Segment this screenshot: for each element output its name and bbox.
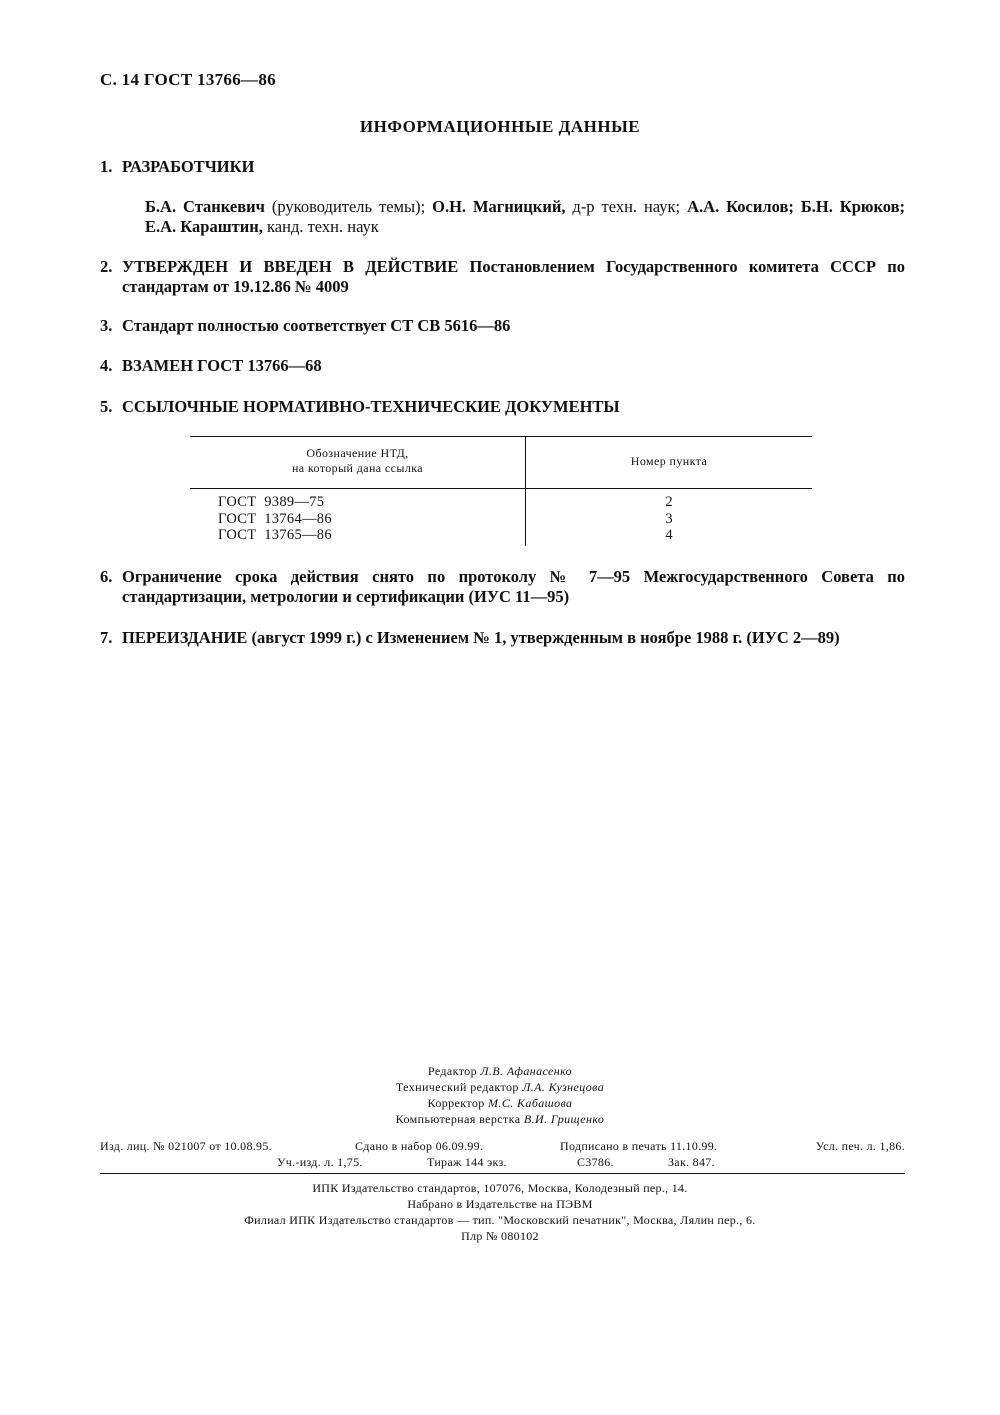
credit-layout bbox=[0, 1111, 1000, 1127]
table-header-line: на который дана ссылка bbox=[291, 461, 424, 475]
credit-label: Технический редактор bbox=[395, 1080, 519, 1094]
section-6-number: 6. bbox=[100, 567, 113, 586]
table-cell-item: 3 bbox=[665, 510, 673, 527]
table-cell-doc: ГОСТ 13765—86 bbox=[218, 527, 332, 543]
section-7 bbox=[100, 628, 905, 648]
credit-editor bbox=[0, 1063, 1000, 1079]
table-doc-column bbox=[218, 494, 332, 544]
imprint-order: Зак. 847. bbox=[668, 1155, 715, 1169]
developer-role: (руководитель темы); bbox=[271, 197, 426, 216]
credit-person: Л.А. Кузнецова bbox=[522, 1080, 605, 1094]
section-3 bbox=[100, 316, 905, 336]
section-5-text: ССЫЛОЧНЫЕ НОРМАТИВНО-ТЕХНИЧЕСКИЕ ДОКУМЕНТЫ bbox=[122, 397, 620, 416]
section-4-number: 4. bbox=[100, 356, 113, 375]
section-4-text: ВЗАМЕН ГОСТ 13766—68 bbox=[122, 356, 322, 375]
credit-person: Л.В. Афанасенко bbox=[480, 1064, 573, 1078]
table-header-line: Обозначение НТД, bbox=[306, 446, 409, 460]
publisher-line: Плр № 080102 bbox=[461, 1229, 539, 1243]
table-header-item-number: Номер пункта bbox=[630, 454, 708, 468]
developers-list bbox=[145, 197, 905, 237]
publisher-line: ИПК Издательство стандартов, 107076, Москва, Колодезный пер., 14. bbox=[312, 1181, 688, 1195]
table-header-rule bbox=[190, 488, 812, 489]
imprint-rule bbox=[100, 1173, 905, 1174]
table-top-rule bbox=[190, 436, 812, 437]
imprint-row bbox=[100, 1138, 905, 1154]
publisher-block bbox=[0, 1180, 1000, 1244]
imprint-block bbox=[100, 1138, 905, 1170]
developer-name: Б.Н. Крюков; bbox=[800, 197, 906, 216]
section-2-text: УТВЕРЖДЕН И ВВЕДЕН В ДЕЙСТВИЕ Постановлением Государственного комитета СССР по стандартам от 19.12.86 № 4009 bbox=[122, 257, 905, 296]
developer-name: Е.А. Караштин, bbox=[145, 217, 263, 236]
developer-name: О.Н. Магницкий, bbox=[432, 197, 566, 216]
developer-role: канд. техн. наук bbox=[267, 217, 379, 236]
section-5 bbox=[100, 397, 905, 417]
credit-person: М.С. Кабашова bbox=[488, 1096, 573, 1110]
imprint-print-sheets: Усл. печ. л. 1,86. bbox=[815, 1139, 905, 1153]
section-6 bbox=[100, 567, 905, 607]
credit-person: В.И. Грищенко bbox=[523, 1112, 605, 1126]
credits-block bbox=[0, 1063, 1000, 1127]
section-3-number: 3. bbox=[100, 316, 113, 335]
section-2-number: 2. bbox=[100, 257, 113, 276]
reference-table bbox=[190, 436, 812, 546]
table-item-column bbox=[526, 494, 812, 544]
section-7-text: ПЕРЕИЗДАНИЕ (август 1999 г.) с Изменением № 1, утвержденным в ноябре 1988 г. (ИУС 2—89) bbox=[122, 628, 840, 647]
section-1-heading: РАЗРАБОТЧИКИ bbox=[122, 157, 255, 176]
table-cell-item: 2 bbox=[665, 494, 673, 510]
imprint-code: С3786. bbox=[577, 1155, 614, 1169]
section-4 bbox=[100, 356, 905, 376]
section-1 bbox=[100, 157, 905, 177]
imprint-row bbox=[100, 1154, 905, 1170]
credit-label: Корректор bbox=[427, 1096, 485, 1110]
imprint-signed: Подписано в печать 11.10.99. bbox=[560, 1139, 718, 1153]
section-2 bbox=[100, 257, 905, 297]
developer-name: Б.А. Станкевич bbox=[145, 197, 265, 216]
section-6-text: Ограничение срока действия снято по протоколу № 7—95 Межгосударственного Совета по стандартизации, метрологии и сертификации (ИУС 11—95) bbox=[122, 567, 905, 606]
section-3-text: Стандарт полностью соответствует СТ СВ 5616—86 bbox=[122, 316, 511, 335]
credit-corrector bbox=[0, 1095, 1000, 1111]
imprint-license: Изд. лиц. № 021007 от 10.08.95. bbox=[100, 1139, 272, 1153]
page-title: ИНФОРМАЦИОННЫЕ ДАННЫЕ bbox=[359, 117, 641, 136]
table-cell-doc: ГОСТ 9389—75 bbox=[218, 494, 325, 510]
section-7-number: 7. bbox=[100, 628, 113, 647]
developer-role: д-р техн. наук; bbox=[572, 197, 681, 216]
imprint-pub-sheets: Уч.-изд. л. 1,75. bbox=[277, 1155, 363, 1169]
publisher-line: Набрано в Издательстве на ПЭВМ bbox=[407, 1197, 593, 1211]
running-head: С. 14 ГОСТ 13766—86 bbox=[100, 70, 276, 89]
credit-label: Компьютерная верстка bbox=[395, 1112, 521, 1126]
developer-name: А.А. Косилов; bbox=[687, 197, 794, 216]
table-cell-doc: ГОСТ 13764—86 bbox=[218, 510, 332, 527]
credit-label: Редактор bbox=[427, 1064, 477, 1078]
publisher-line: Филиал ИПК Издательство стандартов — тип. "Московский печатник", Москва, Лялин пер., 6. bbox=[244, 1213, 756, 1227]
credit-tech-editor bbox=[0, 1079, 1000, 1095]
table-cell-item: 4 bbox=[665, 527, 673, 543]
section-1-number: 1. bbox=[100, 157, 113, 176]
imprint-sent: Сдано в набор 06.09.99. bbox=[355, 1139, 484, 1153]
imprint-run: Тираж 144 экз. bbox=[427, 1155, 507, 1169]
section-5-number: 5. bbox=[100, 397, 113, 416]
table-header-designation bbox=[190, 446, 525, 476]
